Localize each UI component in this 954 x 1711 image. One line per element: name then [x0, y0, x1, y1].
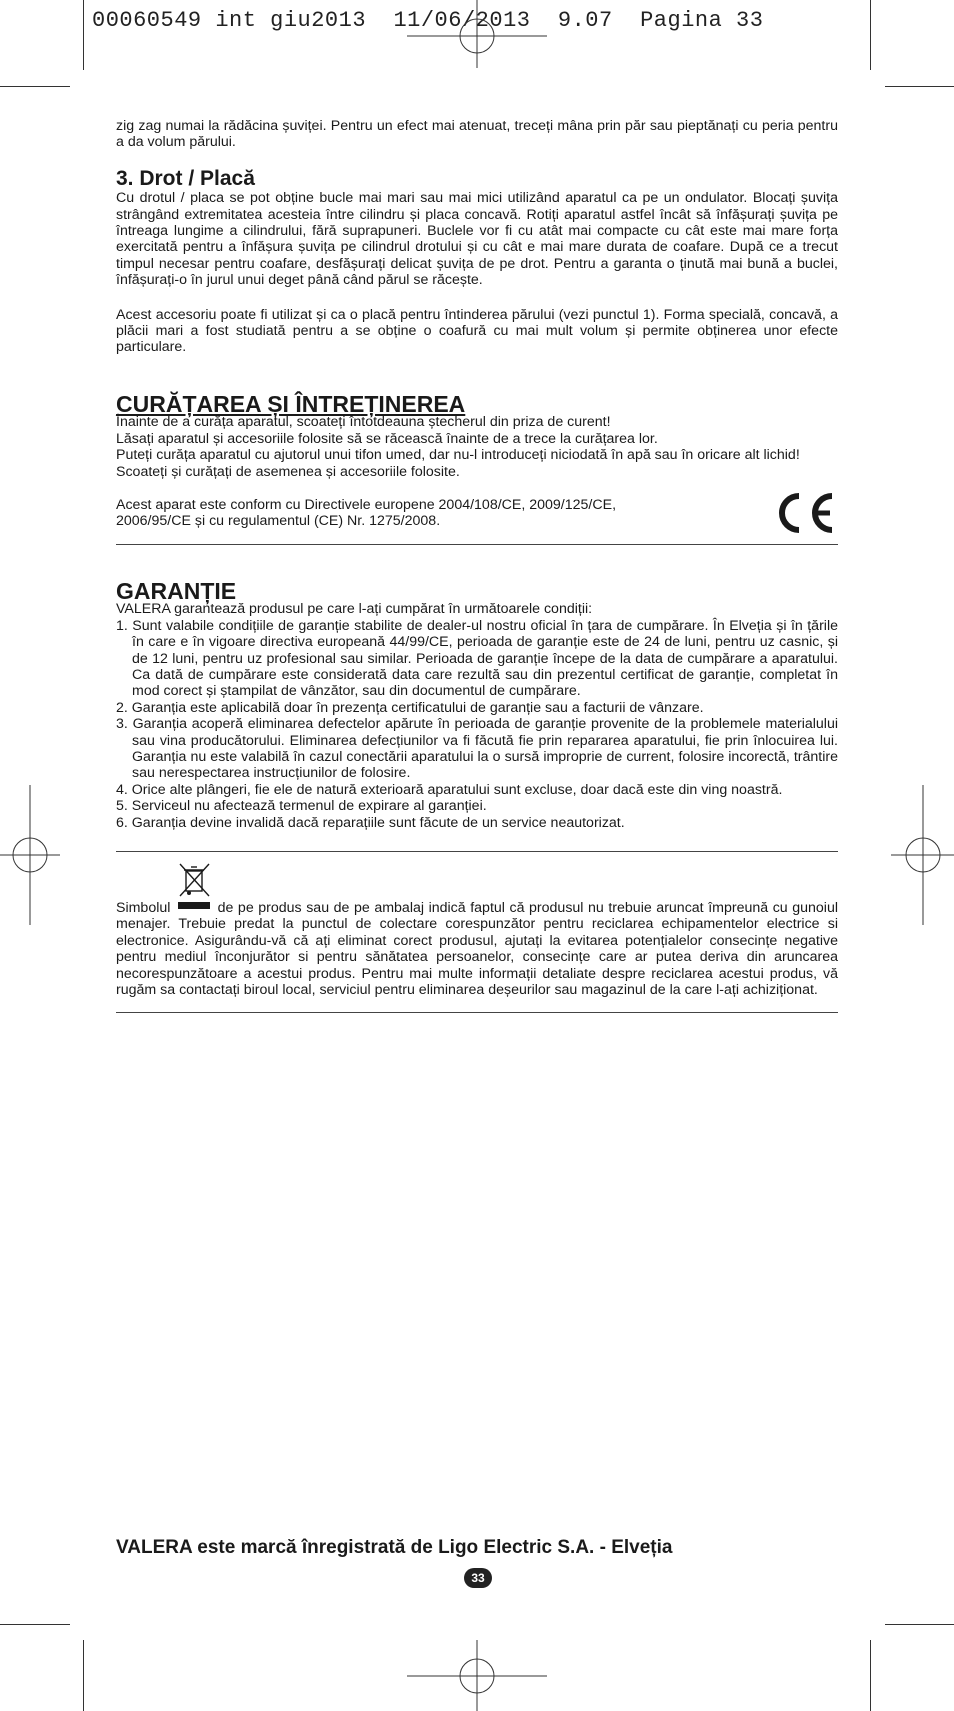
weee-text-after: de pe produs sau de pe ambalaj indică faptul că produsul nu trebuie aruncat împreună cu gunoiul menajer. Trebuie predat la punctul de colectare corespunzător pentru reciclarea echipamentelor electrice si electronice. Asigurându-vă că ați eliminat corect produsul, ajutați la evitarea potențialelor consecințe negative pentru mediul înconjurător si pentru sănătatea persoanelor, consecințe care ar putea deriva din aruncarea necorespunzătoare a acestui produs. Pentru mai multe informații detaliate despre reciclarea acestui produs, vă rugăm sa contactați biroul local, serviciul pentru eliminarea deșeurilor sau magazinul de la care l-ați achiziționat.: [116, 900, 838, 999]
registration-mark-icon: [0, 785, 60, 925]
print-time: 9.07: [557, 8, 613, 33]
ce-mark-icon: [772, 490, 836, 536]
cleaning-line: Lăsați aparatul și accesoriile folosite să se răcească înainte de a trece la curățarea lor.: [116, 430, 658, 447]
warranty-intro: VALERA garantează produsul pe care l-ați cumpărat în următoarele condiții:: [116, 601, 593, 618]
registration-mark-icon: [891, 785, 954, 925]
cleaning-line: Puteți curăța aparatul cu ajutorul unui tifon umed, dar nu-l introduceți niciodată în apă sau în oricare alt lichid!: [116, 447, 800, 464]
list-item: 5. Serviceul nu afectează termenul de expirare al garanției.: [116, 798, 487, 815]
intro-paragraph: zig zag numai la rădăcina șuviței. Pentru un efect mai atenuat, treceți mâna prin păr sau pieptănați cu peria pentru a da volum părului.: [116, 118, 838, 151]
crossed-out-wheelie-bin-icon: [175, 862, 213, 914]
list-item: 6. Garanția devine invalidă dacă reparațiile sunt făcute de un service neautorizat.: [116, 814, 625, 831]
crop-mark: [870, 1640, 871, 1711]
brand-footer: VALERA este marcă înregistrată de Ligo Electric S.A. - Elveția: [116, 1537, 673, 1558]
list-item: 1. Sunt valabile condițiile de garanție stabilite de dealer-ul nostru oficial în țara de cumpărare. În Elveția și în țările în care e în vigoare directiva europeană 44/99/CE, perioada de garanție este de 24 de luni, pentru uz casnic, și de 12 luni, pentru uz profesional sau similar. Perioada de garanție începe de la data de cumpărare a aparatului. Ca dată de cumpărare este considerată data care rezultă sau din prezentul certificat de garanție, completat în mod corect și ștampilat de vânzător, sau din documentul de cumpărare.: [116, 617, 838, 700]
crop-mark: [83, 0, 84, 70]
drot-paragraph: Acest accesoriu poate fi utilizat și ca o placă pentru întinderea părului (vezi punctul 1). Forma specială, concavă, a plăcii mari a fost studiată pentru a se obține o coafură cu mai mult volum și permite obținerea unor efecte particulare.: [116, 306, 838, 356]
print-slug: 00060549 int giu2013: [92, 8, 367, 33]
crop-mark: [885, 1624, 954, 1625]
weee-paragraph: [116, 862, 838, 998]
section-heading-cleaning: CURĂȚAREA ȘI ÎNTREȚINEREA: [116, 390, 466, 417]
section-divider: [116, 851, 838, 852]
list-item: 3. Garanția acoperă eliminarea defectelor apărute în perioada de garanție provenite de la problemele materialului sau vina producătorului. Eliminarea defecțiunilor va fi făcută fie prin repararea aparatului, fie prin înlocuirea lui. Garanția nu este valabilă în cazul conectării aparatului la o sursă improprie de current, folosire incorectă, trântire sau nerespectarea instrucțiunilor de folosire.: [116, 716, 838, 782]
conformity-row: [116, 490, 838, 536]
crop-mark: [0, 1624, 70, 1625]
list-item: 2. Garanția este aplicabilă doar în prezența certificatului de garanție sau a facturii de vânzare.: [116, 699, 704, 716]
page-number-badge: 33: [464, 1568, 492, 1588]
section-heading-warranty: GARANȚIE: [116, 577, 237, 604]
crop-mark: [870, 0, 871, 70]
page-content: [116, 118, 838, 1013]
conformity-text: Acest aparat este conform cu Directivele europene 2004/108/CE, 2009/125/CE, 2006/95/CE și cu regulamentul (CE) Nr. 1275/2008.: [116, 496, 617, 529]
registration-mark-icon: [402, 1640, 552, 1711]
crop-mark: [0, 86, 70, 87]
warranty-conditions-list: [116, 618, 838, 831]
section-heading-drot: 3. Drot / Placă: [116, 166, 255, 190]
registration-mark-icon: [402, 0, 552, 70]
cleaning-line: Scoateți și curățați de asemenea și accesoriile folosite.: [116, 463, 460, 480]
section-divider: [116, 1012, 838, 1013]
list-item: 4. Orice alte plângeri, fie ele de natură exterioară aparatului sunt excluse, doar dacă este din ving noastră.: [116, 781, 783, 798]
weee-text-before: Simbolul: [116, 900, 171, 916]
drot-paragraph: Cu drotul / placa se pot obține bucle mai mari sau mai mici utilizând aparatul ca pe un ondulator. Blocați șuvița strângând extremitatea acesteia între cilindru și placa concavă. Rotiți aparatul astfel încât să înfășurați șuvița pe întreaga lungime a cilindrului, fără suprapuneri. Buclele vor fi cu atât mai compacte cu cât este mai mare forța exercitată pentru a înfășura șuvița pe cilindrul drotului și cu cât e mai mare durata de coafare. După ce a trecut timpul necesar pentru coafare, desfășurați delicat șuvița de pe drot. Pentru a garanta o ținută mai bună a buclei, înfășurați-o în jurul unui deget până când părul se răcește.: [116, 190, 838, 289]
cleaning-line: Înainte de a curăța aparatul, scoateți întotdeauna ștecherul din priza de curent!: [116, 414, 611, 431]
print-date: 11/06/2013: [393, 8, 531, 33]
print-page: Pagina 33: [640, 8, 764, 33]
crop-mark: [83, 1640, 84, 1711]
crop-mark: [885, 86, 954, 87]
